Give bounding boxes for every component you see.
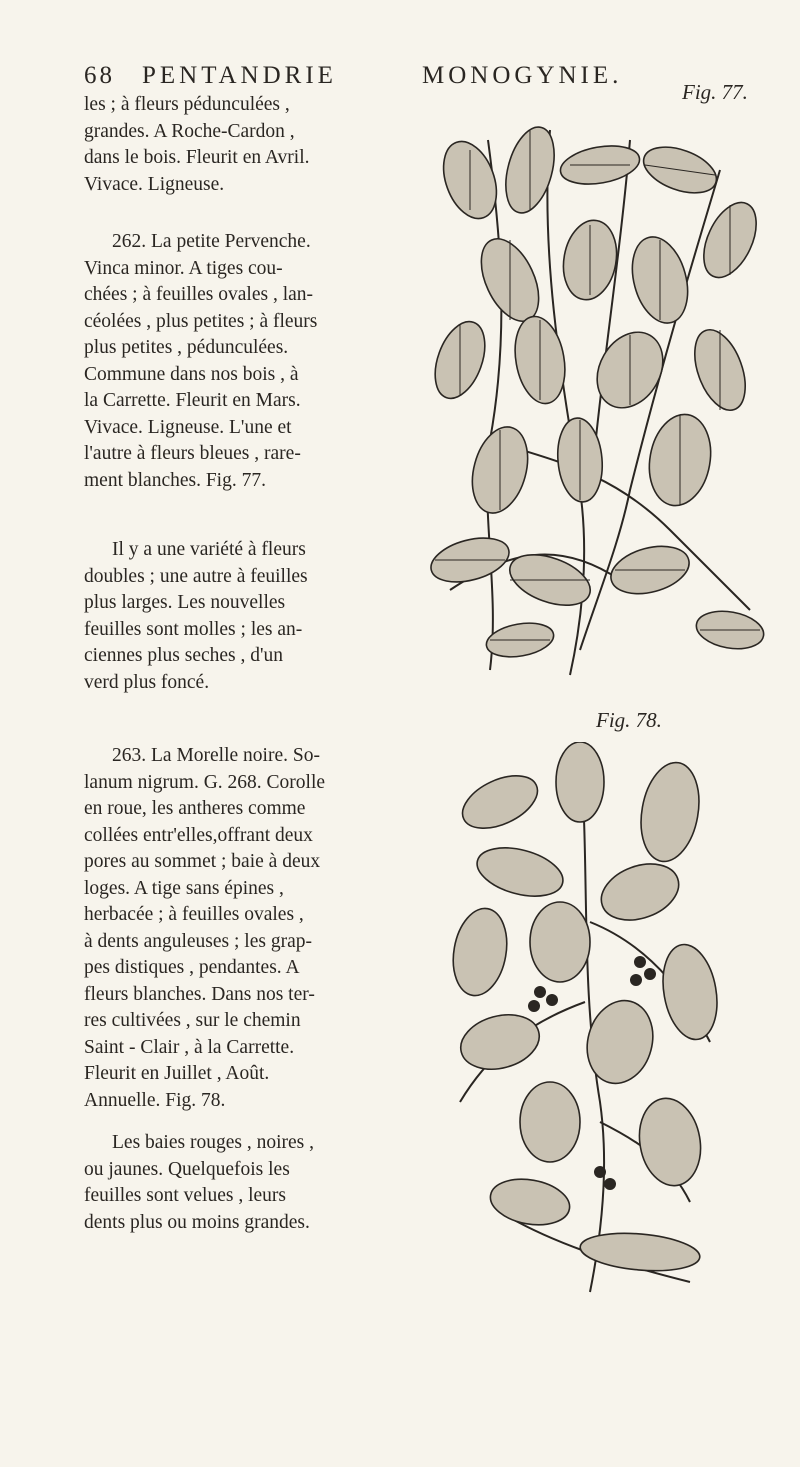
header-title-right: MONOGYNIE. — [422, 62, 623, 89]
text-line: plus petites , pédunculées. — [84, 337, 289, 358]
text-line: Commune dans nos bois , à — [84, 363, 299, 385]
text-line: Annuelle. Fig. 78. — [84, 1089, 226, 1111]
nightshade-illustration — [440, 742, 730, 1297]
entry-262 — [84, 229, 414, 494]
entry-263 — [84, 743, 414, 1114]
text-line: Saint - Clair , à la Carrette. — [84, 1036, 295, 1058]
text-line: Il y a une variété à fleurs — [112, 539, 306, 560]
variety-note — [84, 537, 414, 696]
text-line: dans le bois. Fleurit en Avril. — [84, 147, 310, 168]
berries-note — [84, 1130, 414, 1236]
text-line: plus larges. Les nouvelles — [84, 592, 286, 613]
text-line: l'autre à fleurs bleues , rare- — [84, 443, 301, 464]
periwinkle-illustration — [430, 110, 770, 680]
paragraph-continuation — [84, 92, 414, 198]
header-title-left: PENTANDRIE — [142, 62, 337, 89]
text-line: pores au sommet ; baie à deux — [84, 851, 321, 872]
text-line: 263. La Morelle noire. So- — [112, 745, 320, 766]
text-line: céolées , plus petites ; à fleurs — [84, 310, 318, 332]
text-line: 262. La petite Pervenche. — [112, 231, 311, 252]
text-line: ment blanches. Fig. 77. — [84, 469, 266, 491]
text-line: lanum nigrum. G. 268. Corolle — [84, 771, 326, 793]
fig-78-nightshade-engraving — [440, 742, 730, 1297]
text-line: en roue, les antheres comme — [84, 798, 306, 819]
text-line: verd plus foncé. — [84, 671, 210, 693]
text-line: feuilles sont molles ; les an- — [84, 618, 303, 640]
text-line: chées ; à feuilles ovales , lan- — [84, 284, 314, 305]
text-line: à dents anguleuses ; les grap- — [84, 930, 312, 952]
text-line: Vinca minor. A tiges cou- — [84, 257, 283, 279]
text-line: grandes. A Roche-Cardon , — [84, 120, 295, 142]
text-line: ou jaunes. Quelquefois les — [84, 1158, 290, 1180]
fig-78-label: Fig. 78. — [596, 708, 662, 732]
text-line: loges. A tige sans épines , — [84, 877, 284, 899]
text-line: pes distiques , pendantes. A — [84, 957, 300, 978]
text-line: res cultivées , sur le chemin — [84, 1010, 301, 1031]
text-line: feuilles sont velues , leurs — [84, 1185, 286, 1206]
text-line: Fleurit en Juillet , Août. — [84, 1063, 270, 1084]
text-line: ciennes plus seches , d'un — [84, 645, 284, 666]
text-line: Vivace. Ligneuse. L'une et — [84, 416, 292, 438]
text-line: les ; à fleurs pédunculées , — [84, 94, 290, 115]
text-line: dents plus ou moins grandes. — [84, 1211, 310, 1233]
text-line: collées entr'elles,offrant deux — [84, 824, 313, 846]
fig-77-label: Fig. 77. — [682, 80, 748, 104]
text-line: doubles ; une autre à feuilles — [84, 565, 308, 587]
fig-77-periwinkle-engraving — [430, 110, 770, 680]
text-line: herbacée ; à feuilles ovales , — [84, 904, 304, 925]
page-number: 68 — [84, 62, 115, 89]
text-line: Les baies rouges , noires , — [112, 1132, 314, 1153]
text-line: Vivace. Ligneuse. — [84, 173, 225, 195]
text-line: la Carrette. Fleurit en Mars. — [84, 390, 301, 411]
text-line: fleurs blanches. Dans nos ter- — [84, 983, 315, 1005]
